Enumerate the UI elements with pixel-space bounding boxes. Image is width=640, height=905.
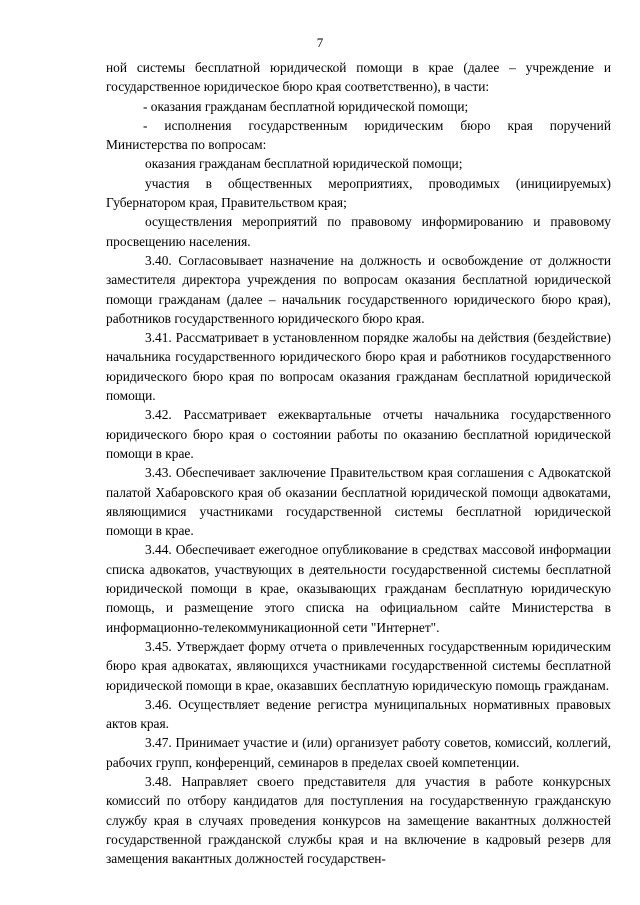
paragraph: - оказания гражданам бесплатной юридической помощи; <box>143 98 469 114</box>
document-body <box>106 58 611 868</box>
paragraph: 3.46. Осуществляет ведение регистра муниципальных нормативных правовых актов края. <box>106 696 611 732</box>
paragraph: 3.47. Принимает участие и (или) организует работу советов, комиссий, коллегий, рабочих групп, конференций, семинаров в пределах своей компетенции. <box>106 735 611 770</box>
paragraph: участия в общественных мероприятиях, проводимых (инициируемых) Губернатором края, Правительством края; <box>106 175 611 211</box>
paragraph: 3.42. Рассматривает ежеквартальные отчеты начальника государственного юридического бюро края о состоянии работы по оказанию бесплатной юридической помощи в крае. <box>106 407 611 461</box>
paragraph: 3.45. Утверждает форму отчета о привлеченных государственным юридическим бюро края адвокатах, являющихся участниками государственной системы бесплатной юридической помощи в крае, оказавших бесплатную юридическую помощь гражданам. <box>106 638 611 693</box>
paragraph: осуществления мероприятий по правовому информированию и правовому просвещению населения. <box>106 214 611 249</box>
paragraph: - исполнения государственным юридическим бюро края поручений Министерства по вопросам: <box>106 117 611 153</box>
paragraph: 3.40. Согласовывает назначение на должность и освобождение от должности заместителя директора учреждения по вопросам оказания бесплатной юридической помощи гражданам (далее – начальник государственного юридического бюро края), работников государственного юридического бюро края. <box>106 252 611 326</box>
paragraph: 3.41. Рассматривает в установленном порядке жалобы на действия (бездействие) начальника государственного юридического бюро края и работников государственного юридического бюро края по вопросам оказания гражданам бесплатной юридической помощи. <box>106 330 611 404</box>
paragraph: 3.43. Обеспечивает заключение Правительством края соглашения с Адвокатской палатой Хабаровского края об оказании бесплатной юридической помощи адвокатами, являющимися участниками государственной системы бесплатной юридической помощи в крае. <box>106 465 611 539</box>
paragraph: оказания гражданам бесплатной юридической помощи; <box>145 156 463 172</box>
page-number: 7 <box>316 35 324 50</box>
paragraph: 3.44. Обеспечивает ежегодное опубликование в средствах массовой информации списка адвокатов, участвующих в деятельности государственной системы бесплатной юридической помощи в крае, оказывающих гражданам бесплатную юридическую помощь, и размещение этого списка на официальном сайте Министерства в информационно-телекоммуникационной сети "Интернет". <box>106 542 611 635</box>
paragraph: ной системы бесплатной юридической помощи в крае (далее – учреждение и государственное юридическое бюро края соответственно), в части: <box>106 60 611 95</box>
paragraph: 3.48. Направляет своего представителя для участия в работе конкурсных комиссий по отбору кандидатов для поступления на государственную гражданскую службу края в случаях проведения конкурсов на замещение вакантных должностей государственной гражданской службы края и на включение в кадровый резерв для замещения вакантных должностей государствен- <box>106 773 611 867</box>
